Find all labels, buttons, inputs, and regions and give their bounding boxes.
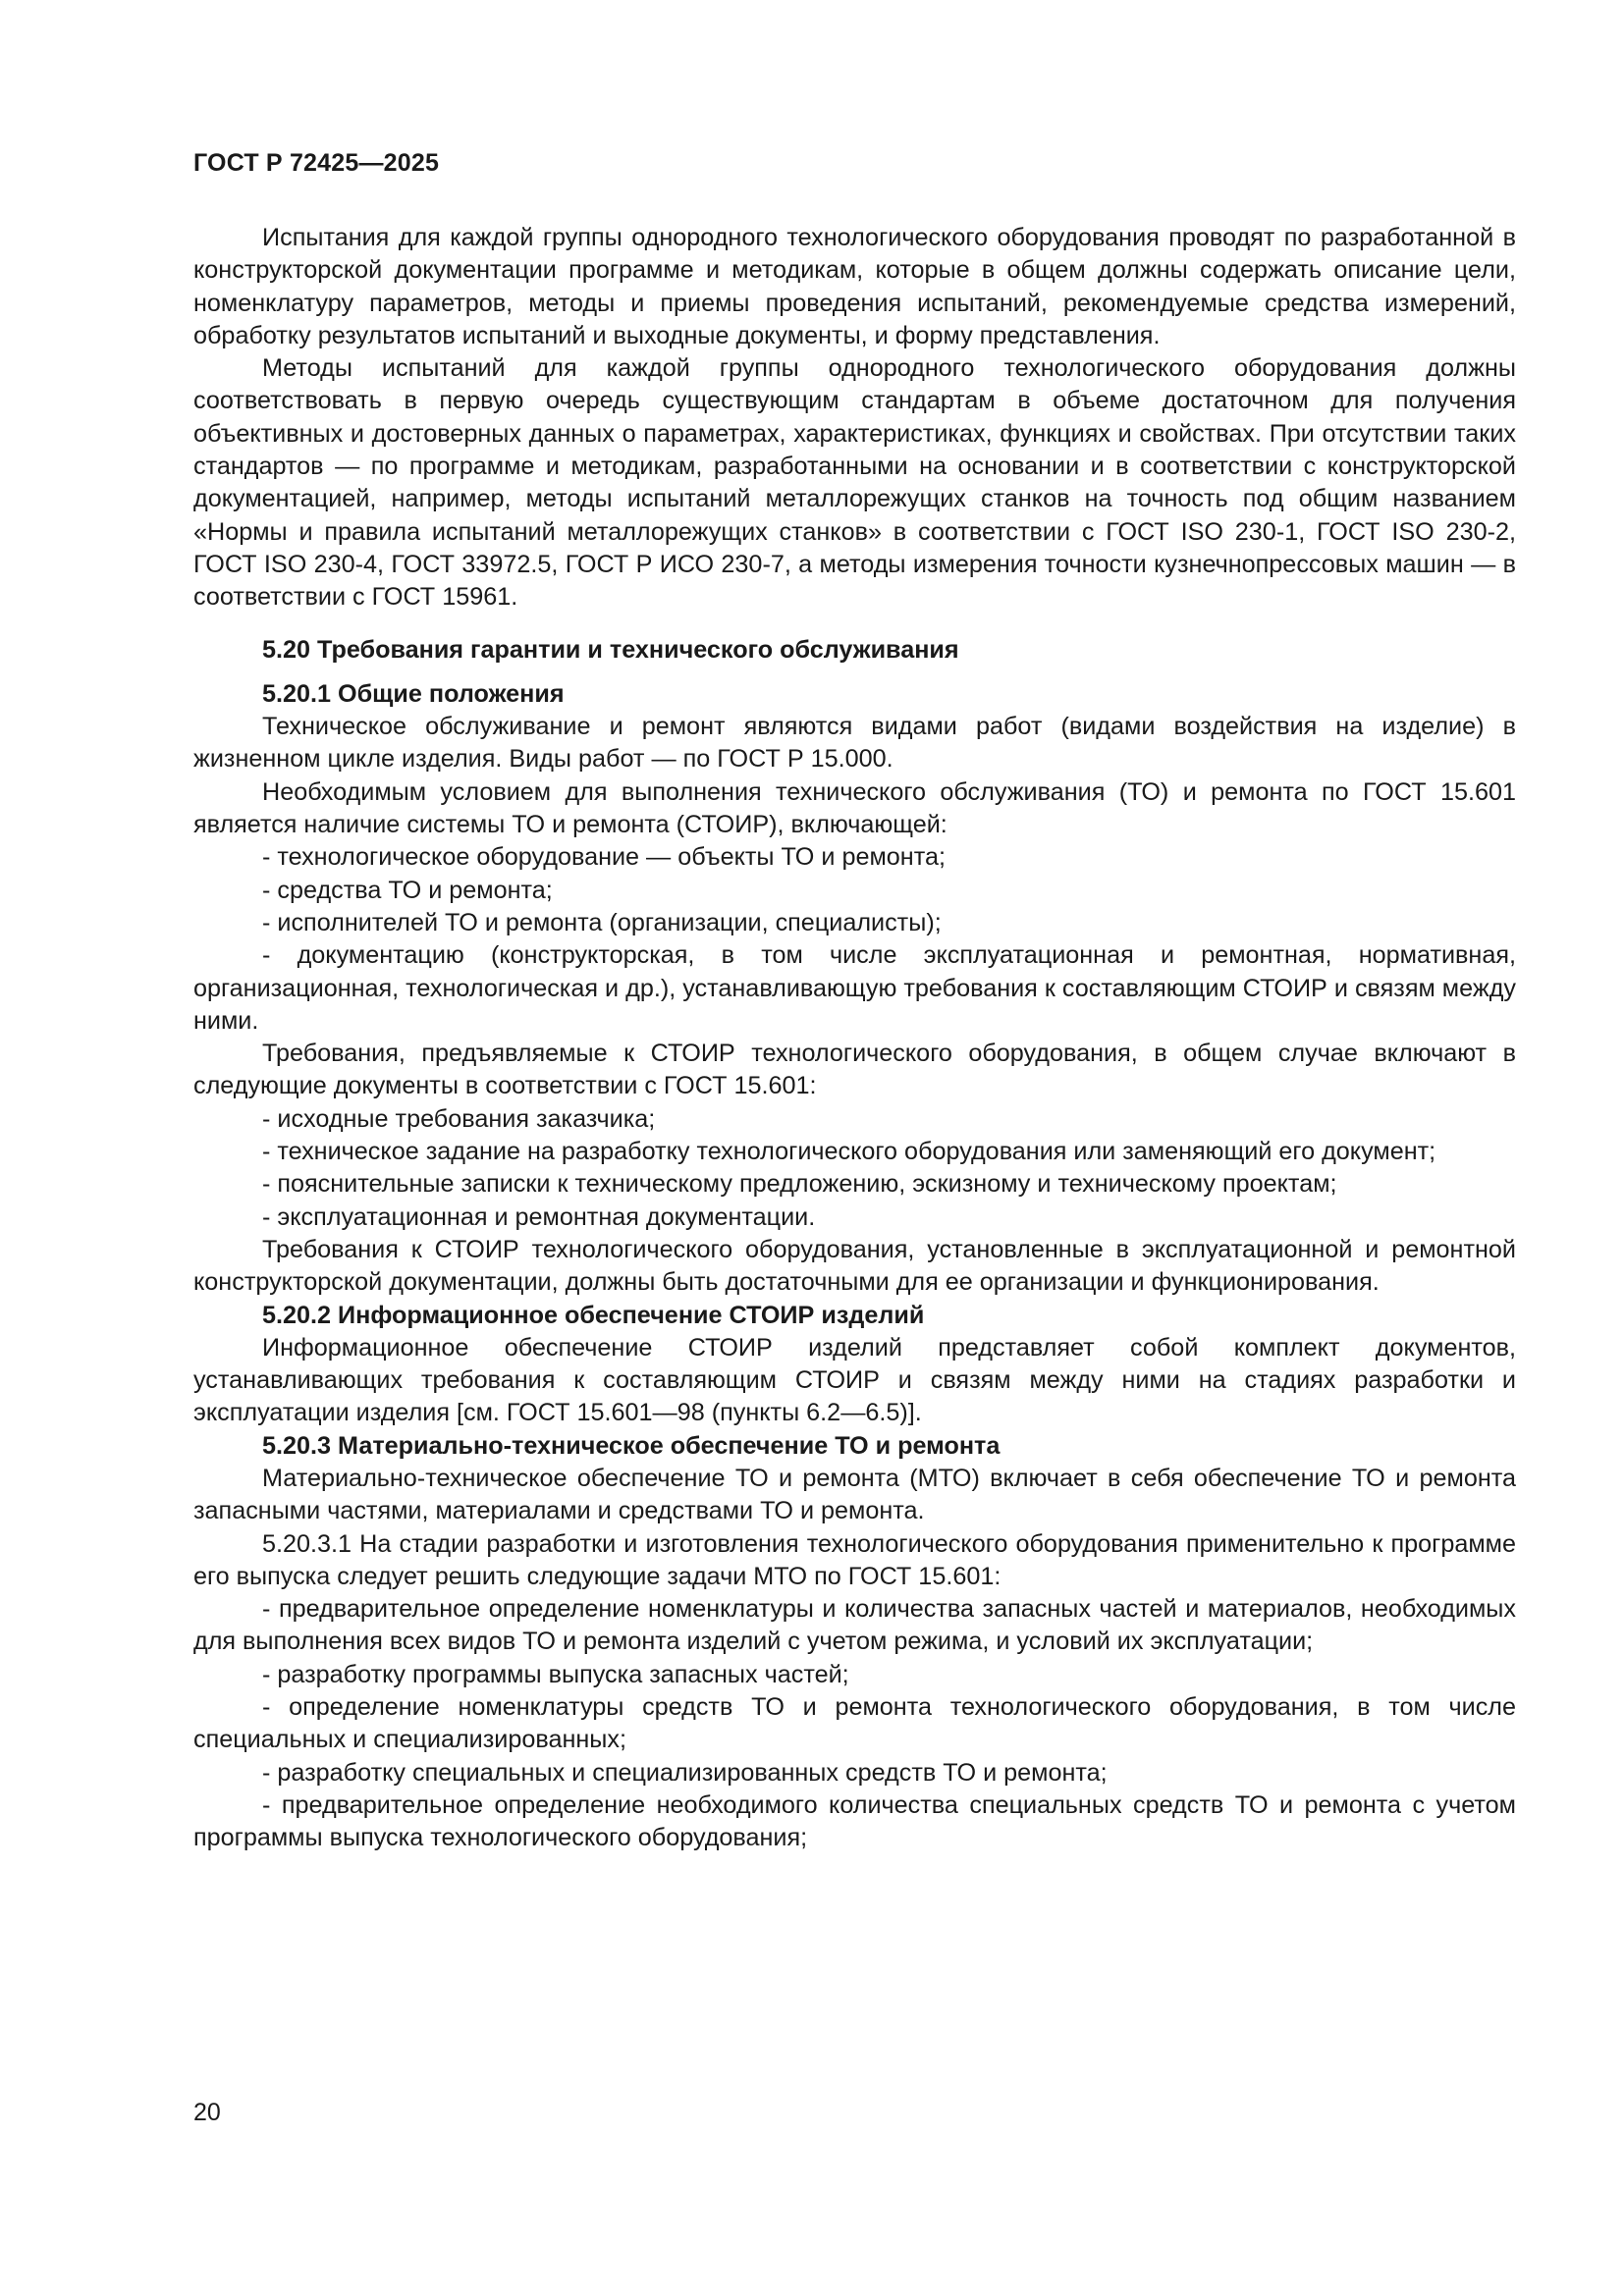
list-item: - предварительное определение номенклатуры и количества запасных частей и материалов, необходимых для выполнения всех видов ТО и ремонта изделий с учетом режима, и условий их эксплуатации; xyxy=(193,1595,1516,1656)
paragraph: Информационное обеспечение СТОИР изделий представляет собой комплект документов, устанавливающих требования к составляющим СТОИР и связям между ними на стадиях разработки и эксплуатации изделия [см. ГОСТ 15.601—98 (пункты 6.2—6.5)]. xyxy=(193,1333,1516,1427)
list-item: - разработку программы выпуска запасных частей; xyxy=(262,1660,849,1688)
section-heading: 5.20.1 Общие положения xyxy=(262,679,565,708)
section-heading: 5.20 Требования гарантии и технического обслуживания xyxy=(262,635,959,664)
section-heading: 5.20.2 Информационное обеспечение СТОИР изделий xyxy=(262,1301,925,1329)
list-item: - документацию (конструкторская, в том числе эксплуатационная и ремонтная, нормативная, организационная, технологическая и др.), устанавливающую требования к составляющим СТОИР и связям между ними. xyxy=(193,941,1516,1035)
list-item: - средства ТО и ремонта; xyxy=(262,876,553,904)
paragraph: Требования, предъявляемые к СТОИР технологического оборудования, в общем случае включают в следующие документы в соответствии с ГОСТ 15.601: xyxy=(193,1040,1516,1100)
list-item: - разработку специальных и специализированных средств ТО и ремонта; xyxy=(262,1758,1108,1787)
list-item: - исполнителей ТО и ремонта (организации, специалисты); xyxy=(262,908,942,936)
paragraph: Техническое обслуживание и ремонт являются видами работ (видами воздействия на изделие) в жизненном цикле изделия. Виды работ — по ГОСТ Р 15.000. xyxy=(193,713,1516,774)
page-number: 20 xyxy=(193,2099,221,2126)
list-item: - пояснительные записки к техническому предложению, эскизному и техническому проектам; xyxy=(262,1170,1337,1199)
list-item: - технологическое оборудование — объекты ТО и ремонта; xyxy=(262,843,946,872)
list-item: - эксплуатационная и ремонтная документации. xyxy=(262,1202,816,1231)
paragraph: Необходимым условием для выполнения технического обслуживания (ТО) и ремонта по ГОСТ 15.601 является наличие системы ТО и ремонта (СТОИР), включающей: xyxy=(193,777,1516,839)
paragraph: Требования к СТОИР технологического оборудования, установленные в эксплуатационной и ремонтной конструкторской документации, должны быть достаточными для ее организации и функционирования. xyxy=(193,1235,1516,1297)
paragraph: Методы испытаний для каждой группы однородного технологического оборудования должны соответствовать в первую очередь существующим стандартам в объеме достаточном для получения объективных и достоверных данных о параметрах, характеристиках, функциях и свойствах. При отсутствии таких стандартов — по программе и методикам, разработанными на основании и в соответствии с конструкторской документацией, например, методы испытаний металлорежущих станков на точность под общим названием «Нормы и правила испытаний металлорежущих станков» в соответствии с ГОСТ ISO 230-1, ГОСТ ISO 230-2, ГОСТ ISO 230-4, ГОСТ 33972.5, ГОСТ Р ИСО 230-7, а методы измерения точности кузнечнопрессовых машин — в соответствии с ГОСТ 15961. xyxy=(193,354,1516,612)
list-item: - исходные требования заказчика; xyxy=(262,1104,656,1133)
list-item: - определение номенклатуры средств ТО и ремонта технологического оборудования, в том числе специальных и специализированных; xyxy=(193,1693,1516,1754)
page-header-standard-code: ГОСТ Р 72425—2025 xyxy=(193,149,440,177)
paragraph: Испытания для каждой группы однородного технологического оборудования проводят по разработанной в конструкторской документации программе и методикам, которые в общем должны содержать описание цели, номенклатуру параметров, методы и приемы проведения испытаний, рекомендуемые средства измерений, обработку результатов испытаний и выходные документы, и форму представления. xyxy=(193,224,1516,349)
document-body xyxy=(193,222,1516,1855)
paragraph: Материально-техническое обеспечение ТО и ремонта (МТО) включает в себя обеспечение ТО и ремонта запасными частями, материалами и средствами ТО и ремонта. xyxy=(193,1464,1516,1525)
list-item: - техническое задание на разработку технологического оборудования или заменяющий его документ; xyxy=(262,1138,1436,1166)
paragraph: 5.20.3.1 На стадии разработки и изготовления технологического оборудования применительно к программе его выпуска следует решить следующие задачи МТО по ГОСТ 15.601: xyxy=(193,1529,1516,1590)
list-item: - предварительное определение необходимого количества специальных средств ТО и ремонта с учетом программы выпуска технологического оборудования; xyxy=(193,1790,1516,1852)
section-heading: 5.20.3 Материально-техническое обеспечение ТО и ремонта xyxy=(262,1431,1001,1460)
